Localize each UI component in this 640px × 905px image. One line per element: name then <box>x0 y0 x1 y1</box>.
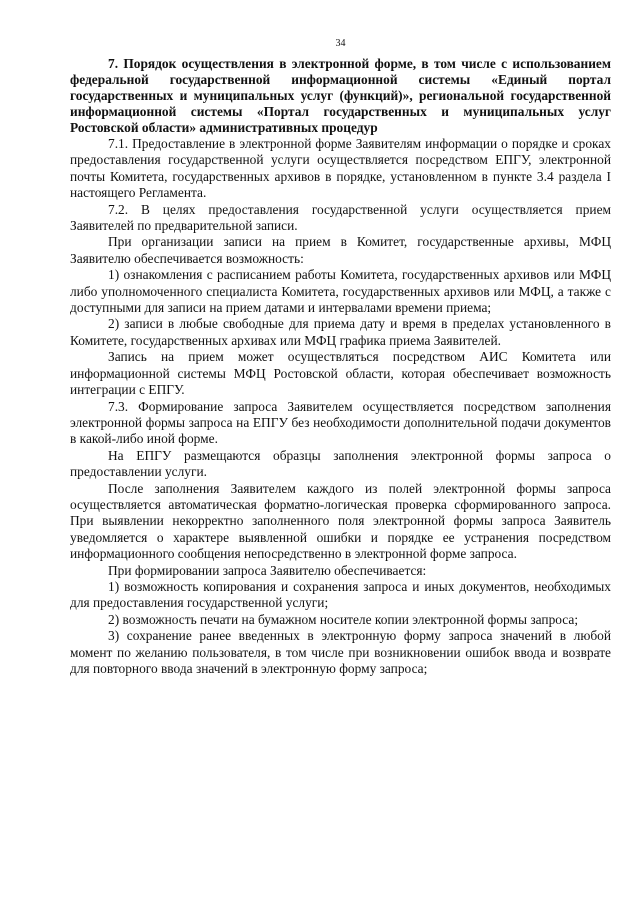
paragraph: Запись на прием может осуществляться посредством АИС Комитета или информационной системы МФЦ Ростовской области, которая обеспечивает возможность интеграции с ЕПГУ. <box>70 349 611 398</box>
paragraph-7-1: 7.1. Предоставление в электронной форме Заявителям информации о порядке и сроках предоставления государственной услуги осуществляется посредством ЕПГУ, электронной почты Комитета, государственных архивов в порядке, установленном в пункте 3.4 раздела I настоящего Регламента. <box>70 136 611 201</box>
paragraph-7-2: 7.2. В целях предоставления государственной услуги осуществляется прием Заявителей по предварительной записи. <box>70 201 611 234</box>
section-heading: 7. Порядок осуществления в электронной форме, в том числе с использованием федеральной государственной информационной системы «Единый портал государственных и муниципальных услуг (функций)», региональной государственной информационной системы «Портал государственных и муниципальных услуг Ростовской области» административных процедур <box>70 56 611 135</box>
list-item: 2) возможность печати на бумажном носителе копии электронной формы запроса; <box>108 611 579 627</box>
page-number: 34 <box>335 38 346 49</box>
paragraph: После заполнения Заявителем каждого из полей электронной формы запроса осуществляется автоматическая форматно-логическая проверка сформированного запроса. При выявлении некорректно заполненного поля электронной формы запроса Заявитель уведомляется о характере выявленной ошибки и порядке ее устранения посредством информационного сообщения непосредственно в электронной форме запроса. <box>70 480 611 562</box>
paragraph-7-3: 7.3. Формирование запроса Заявителем осуществляется посредством заполнения электронной формы запроса на ЕПГУ без необходимости дополнительной подачи документов в какой-либо иной форме. <box>70 398 611 447</box>
list-item: 2) записи в любые свободные для приема дату и время в пределах установленного в Комитете, государственных архивах или МФЦ графика приема Заявителей. <box>70 316 611 348</box>
list-item: 1) ознакомления с расписанием работы Комитета, государственных архивов или МФЦ либо уполномоченного специалиста Комитета, государственных архивов или МФЦ, а также с доступными для записи на прием датами и интервалами времени приема; <box>70 267 611 316</box>
document-body <box>70 136 611 677</box>
list-item: 1) возможность копирования и сохранения запроса и иных документов, необходимых для предоставления государственной услуги; <box>70 578 611 611</box>
paragraph: При организации записи на прием в Комитет, государственные архивы, МФЦ Заявителю обеспечивается возможность: <box>70 234 611 266</box>
list-item: 3) сохранение ранее введенных в электронную форму запроса значений в любой момент по желанию пользователя, в том числе при возникновении ошибок ввода и возврате для повторного ввода значений в электронную форму запроса; <box>70 628 611 676</box>
document-page <box>70 0 611 677</box>
paragraph: На ЕПГУ размещаются образцы заполнения электронной формы запроса о предоставлении услуги. <box>70 447 611 480</box>
paragraph: При формировании запроса Заявителю обеспечивается: <box>108 562 427 578</box>
